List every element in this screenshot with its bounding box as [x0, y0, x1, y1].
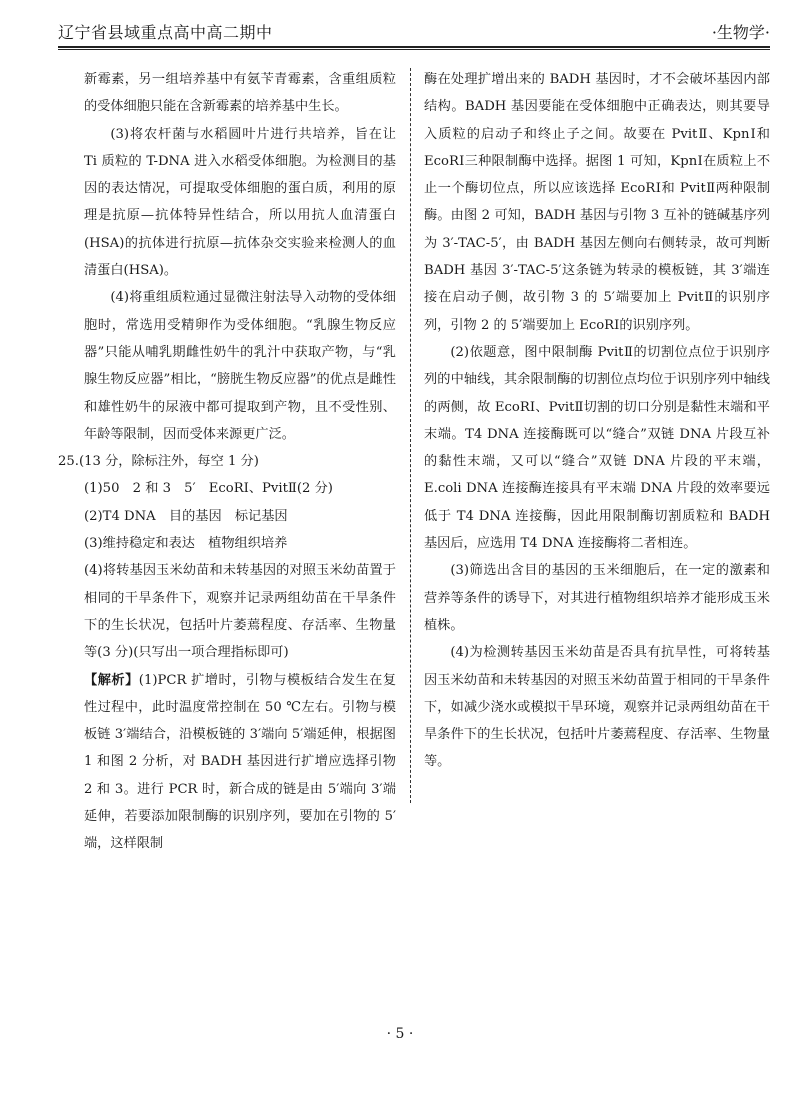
header-rule: [58, 46, 770, 48]
answer-line: (3)维持稳定和表达 植物组织培养: [84, 536, 288, 552]
paragraph: (3)筛选出含目的基因的玉米细胞后，在一定的激素和营养等条件的诱导下，对其进行植物组织培养才能形成玉米植株。: [424, 563, 770, 633]
analysis-paragraph: [84, 667, 396, 858]
right-column: [424, 66, 770, 776]
analysis-label: 【解析】: [84, 672, 139, 688]
paragraph: (4)为检测转基因玉米幼苗是否具有抗旱性，可将转基因玉米幼苗和未转基因的对照玉米幼苗置于相同的干旱条件下，如减少浇水或模拟干旱环境，观察并记录两组幼苗在干旱条件下的生长状况，包括叶片萎蔫程度、存活率、生物量等。: [424, 645, 770, 770]
paragraph: (2)依题意，图中限制酶 PvitⅡ的切割位点位于识别序列的中轴线，其余限制酶的切割位点均位于识别序列中轴线的两侧，故 EcoRⅠ、PvitⅡ切割的切口分别是黏性末端和平末端。T4 DNA 连接酶既可以“缝合”双链 DNA 片段互补的黏性末端，又可以“缝合”双链 DNA 片段的平末端，E.coli DNA 连接酶连接具有平末端 DNA 片段的效率要远低于 T4 DNA 连接酶，因此用限制酶切割质粒和 BADH 基因后，应选用 T4 DNA 连接酶将二者相连。: [424, 344, 770, 552]
analysis-text: (1)PCR 扩增时，引物与模板结合发生在复性过程中，此时温度常控制在 50 ℃左右。引物与模板链 3′端结合，沿模板链的 3′端向 5′端延伸，根据图 1 和图 2 分析，对 BADH 基因进行扩增应选择引物 2 和 3。进行 PCR 时，新合成的链是由 5′端向 3′端延伸，若要添加限制酶的识别序列，要加在引物的 5′端，这样限制: [84, 672, 397, 852]
paragraph: 新霉素，另一组培养基中有氨苄青霉素，含重组质粒的受体细胞只能在含新霉素的培养基中生长。: [84, 72, 396, 115]
paragraph: 酶在处理扩增出来的 BADH 基因时，才不会破坏基因内部结构。BADH 基因要能在受体细胞中正确表达，则其要导入质粒的启动子和终止子之间。故要在 PvitⅡ、KpnⅠ和 EcoRⅠ三种限制酶中选择。据图 1 可知，KpnⅠ在质粒上不止一个酶切位点，所以应该选择 EcoRⅠ和 PvitⅡ两种限制酶。由图 2 可知，BADH 基因与引物 3 互补的链碱基序列为 3′-TAC-5′，由 BADH 基因左侧向右侧转录，故可判断 BADH 基因 3′-TAC-5′这条链为转录的模板链，其 3′端连接在启动子侧，故引物 3 的 5′端要加上 PvitⅡ的识别序列，引物 2 的 5′端要加上 EcoRⅠ的识别序列。: [424, 72, 770, 333]
question-heading: 25.(13 分，除标注外，每空 1 分): [58, 454, 259, 470]
left-column: [58, 66, 397, 858]
answer-line: (4)将转基因玉米幼苗和未转基因的对照玉米幼苗置于相同的干旱条件下，观察并记录两组幼苗在干旱条件下的生长状况，包括叶片萎蔫程度、存活率、生物量等(3 分)(只写出一项合理指标即可): [84, 563, 396, 661]
subject-label: ·生物学·: [711, 23, 770, 42]
page-header: [58, 14, 770, 46]
paragraph: (4)将重组质粒通过显微注射法导入动物的受体细胞时，常选用受精卵作为受体细胞。“乳腺生物反应器”只能从哺乳期雌性奶牛的乳汁中获取产物，与“乳腺生物反应器”相比，“膀胱生物反应器”的优点是雌性和雄性奶牛的尿液中都可提取到产物，且不受性别、年龄等限制，因而受体来源更广泛。: [84, 290, 396, 442]
exam-title: 辽宁省县域重点高中高二期中: [58, 23, 273, 42]
answer-line: (1)50 2 和 3 5′ EcoRⅠ、PvitⅡ(2 分): [84, 481, 333, 497]
header-rule-thin: [58, 49, 770, 50]
paragraph: (3)将农杆菌与水稻圆叶片进行共培养，旨在让 Ti 质粒的 T-DNA 进入水稻受体细胞。为检测目的基因的表达情况，可提取受体细胞的蛋白质，利用的原理是抗原—抗体特异性结合，所以用抗人血清蛋白(HSA)的抗体进行抗原—抗体杂交实验来检测人的血清蛋白(HSA)。: [84, 126, 396, 279]
answer-line: (2)T4 DNA 目的基因 标记基因: [84, 508, 288, 524]
column-divider: [410, 68, 411, 803]
page-number: · 5 ·: [386, 1026, 414, 1042]
